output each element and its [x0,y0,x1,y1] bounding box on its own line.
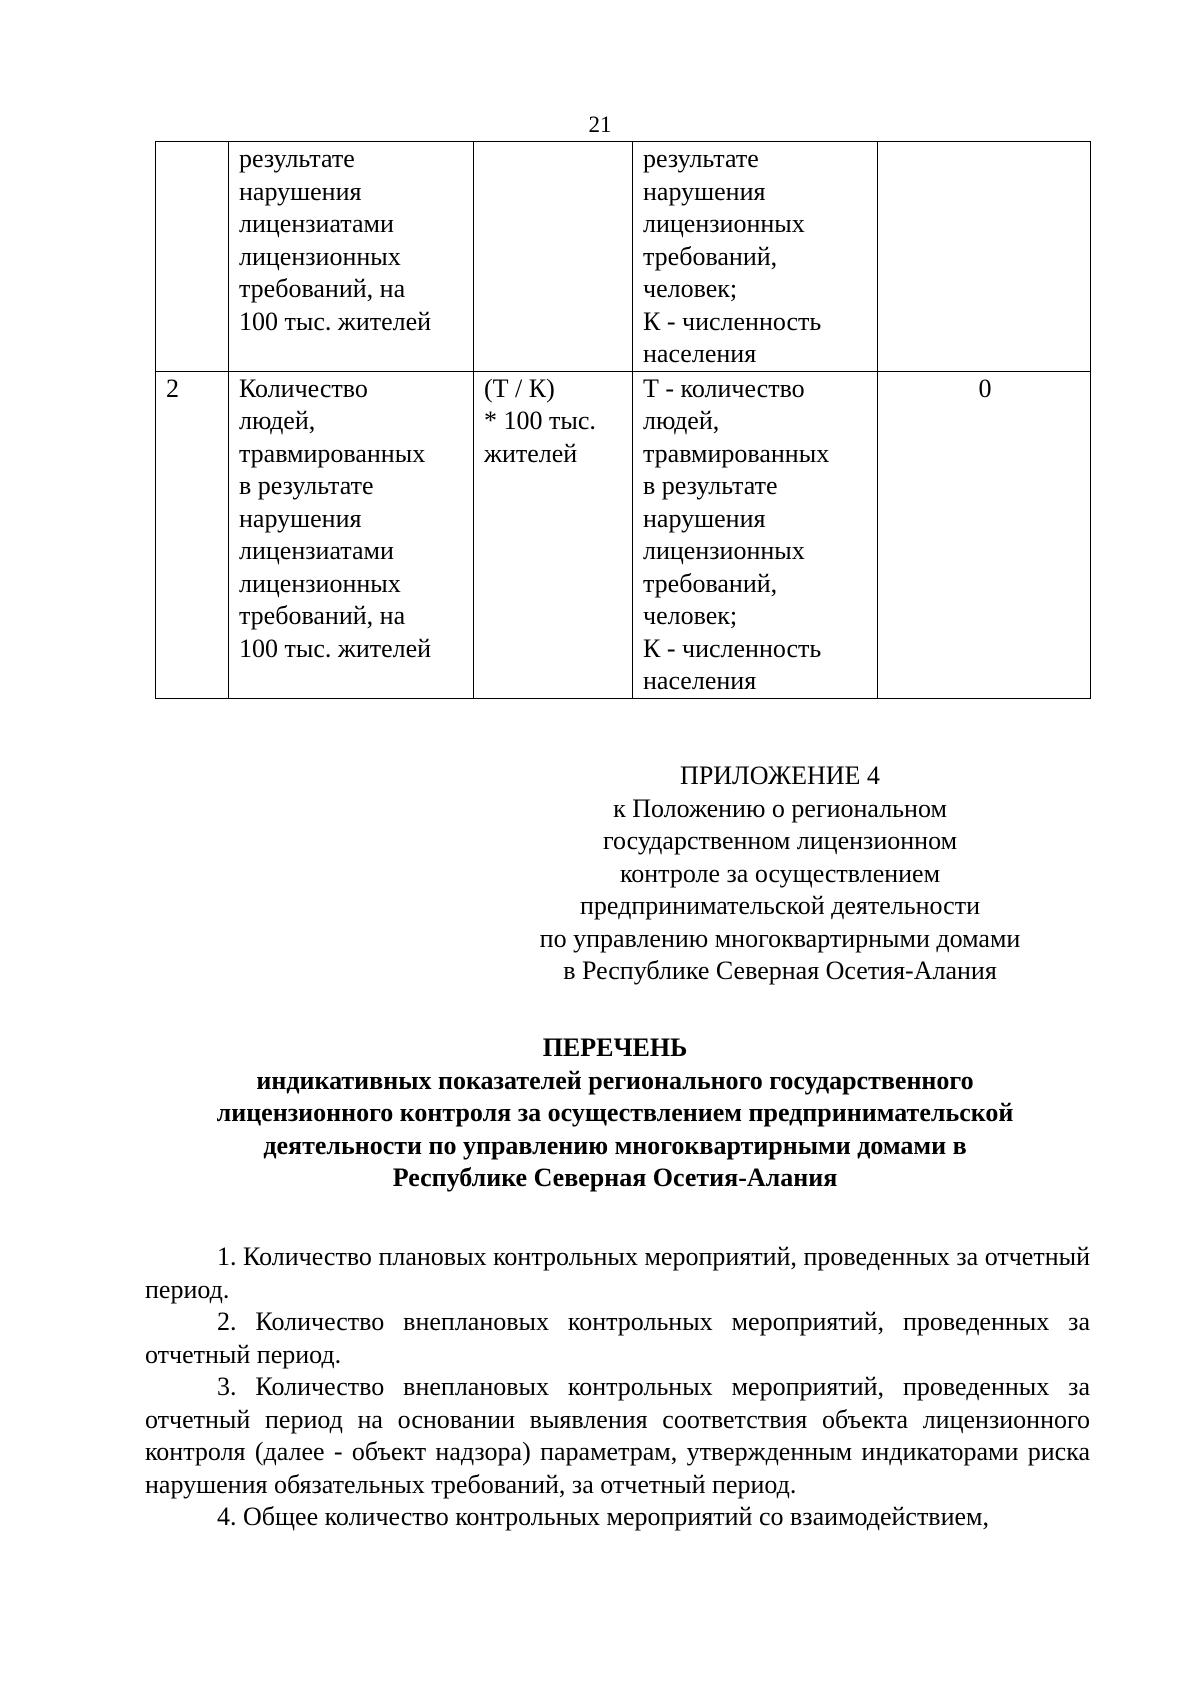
title-line: деятельности по управлению многоквартирными домами в [263,1130,967,1160]
row-number-cell [156,142,229,372]
table-row [156,142,1091,372]
document-title [140,1032,1090,1195]
list-item: 4. Общее количество контрольных мероприятий со взаимодействием, [217,1502,989,1531]
appendix-line: государственном лицензионном [602,826,958,855]
appendix-header [480,760,1080,988]
target-value-cell [878,142,1091,372]
appendix-line: к Положению о региональном [613,793,947,823]
formula-cell [474,142,633,372]
indicator-name-cell: результате нарушения лицензиатами лицензионных требований, на 100 тыс. жителей [229,142,474,372]
page-number: 21 [588,112,612,137]
appendix-line: предпринимательской деятельности [580,891,980,920]
title-line: индикативных показателей регионального государственного [256,1065,974,1095]
appendix-line: контроле за осуществлением [619,858,941,888]
row-number-cell: 2 [156,371,229,698]
definition-cell: Т - количество людей, травмированных в результате нарушения лицензионных требований, человек; К - численность населения [633,371,878,698]
table-row [156,371,1091,698]
list-item: 1. Количество плановых контрольных мероприятий, проведенных за отчетный период. [145,1242,1090,1304]
appendix-line: в Республике Северная Осетия-Алания [563,956,997,985]
indicator-name-cell: Количество людей, травмированных в результате нарушения лицензиатами лицензионных требований, на 100 тыс. жителей [229,371,474,698]
title-heading: ПЕРЕЧЕНЬ [542,1033,688,1062]
appendix-title: ПРИЛОЖЕНИЕ 4 [680,761,880,790]
appendix-line: по управлению многоквартирными домами [539,923,1021,953]
target-value-cell: 0 [878,371,1091,698]
list-item: 2. Количество внеплановых контрольных мероприятий, проведенных за отчетный период. [145,1307,1090,1369]
title-line: лицензионного контроля за осуществлением предпринимательской [216,1098,1014,1127]
indicators-table [155,141,1091,699]
list-item: 3. Количество внеплановых контрольных мероприятий, проведенных за отчетный период на основании выявления соответствия объекта лицензионного контроля (далее - объект надзора) параметрам, утвержденным индикаторами риска нарушения обязательных требований, за отчетный период. [145,1372,1090,1499]
definition-cell: результате нарушения лицензионных требований, человек; К - численность населения [633,142,878,372]
formula-cell: (Т / К) * 100 тыс. жителей [474,371,633,698]
indicator-list [145,1241,1090,1534]
title-line: Республике Северная Осетия-Алания [392,1163,838,1192]
